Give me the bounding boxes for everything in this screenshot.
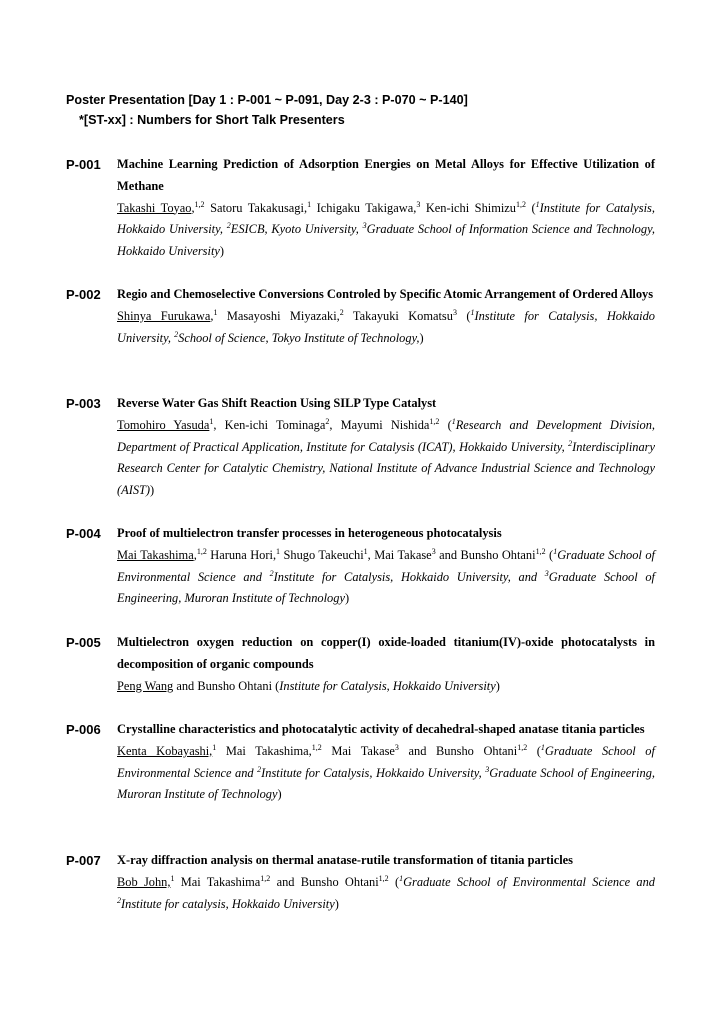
author-name: Mai Takase: [331, 743, 395, 758]
presenter-name: Tomohiro Yasuda: [117, 417, 210, 432]
author-block: Tomohiro Yasuda$^1$, Ken-ichi Tominaga$^2$, Mayumi Nishida$^{1,2}$ ($^1$Research and Development Division, Department of Practical Application, Institute for Catalysis (ICAT), Hokkaido University, $^2$Interdisciplinary Research Center for Catalytic Chemistry, National Institute of Advance Industrial Science and Technology (AIST)): [117, 416, 655, 498]
affiliations: $^1$Graduate School of Environmental Science and $^2$Institute for Catalysis, Hokkaido University, $^3$Graduate School of Engineering, Muroran Institute of Technology: [117, 742, 655, 802]
poster-entry: [66, 523, 666, 610]
author-name: Mayumi Nishida: [340, 417, 430, 432]
poster-id: P-004: [66, 526, 101, 541]
author-name: Haruna Hori: [210, 547, 273, 562]
poster-id: P-002: [66, 287, 101, 302]
short-talk-note: *[ST-xx] : Numbers for Short Talk Presenters: [79, 113, 345, 127]
poster-title: Reverse Water Gas Shift Reaction Using SILP Type Catalyst: [117, 396, 437, 410]
author-name: Mai Takashima,: [225, 743, 312, 758]
author-name: Takayuki Komatsu: [352, 308, 453, 323]
presenter-name: Bob John,: [117, 874, 171, 889]
author-name: Satoru Takakusagi: [210, 200, 304, 215]
poster-entry: [66, 284, 666, 349]
poster-id: P-003: [66, 396, 101, 411]
poster-title: Regio and Chemoselective Conversions Controled by Specific Atomic Arrangement of Ordered Alloys: [117, 287, 654, 301]
poster-title: Proof of multielectron transfer processes in heterogeneous photocatalysis: [117, 526, 502, 540]
affiliations: $^1$Graduate School of Environmental Science and $^2$Institute for catalysis, Hokkaido University: [117, 873, 655, 911]
affiliations: Institute for Catalysis, Hokkaido University: [279, 678, 496, 693]
poster-id: P-001: [66, 157, 101, 172]
poster-id: P-006: [66, 722, 101, 737]
poster-id: P-005: [66, 635, 101, 650]
author-name: Bunsho Ohtani: [436, 743, 518, 758]
affiliations: $^1$Institute for Catalysis, Hokkaido University, $^2$School of Science, Tokyo Institute of Technology,: [117, 307, 656, 345]
author-name: Mai Takashima: [180, 874, 261, 889]
author-name: Bunsho Ohtani: [300, 874, 379, 889]
author-name: Ken-ichi Tominaga: [224, 417, 326, 432]
author-name: Bunsho Ohtani: [460, 547, 536, 562]
author-name: Ken-ichi Shimizu: [425, 200, 516, 215]
author-name: Masayoshi Miyazaki: [226, 308, 337, 323]
poster-schedule-heading: Poster Presentation [Day 1 : P-001 ~ P-091, Day 2-3 : P-070 ~ P-140]: [66, 93, 468, 107]
poster-title: Machine Learning Prediction of Adsorption Energies on Metal Alloys for Effective Utilization of Methane: [117, 157, 655, 193]
author-block: Mai Takashima,$^{1,2}$ Haruna Hori,$^1$ Shugo Takeuchi$^1$, Mai Takase$^3$ and Bunsho Ohtani$^{1,2}$ ($^1$Graduate School of Environmental Science and $^2$Institute for Catalysis, Hokkaido University, and $^3$Graduate School of Engineering, Muroran Institute of Technology): [117, 546, 655, 606]
presenter-name: Takashi Toyao: [117, 200, 192, 215]
author-name: Mai Takase: [374, 547, 432, 562]
author-name: Shugo Takeuchi: [283, 547, 364, 562]
presenter-name: Peng Wang: [117, 678, 174, 693]
poster-entry: [66, 154, 666, 263]
presenter-name: Kenta Kobayashi,: [117, 743, 213, 758]
author-block: Kenta Kobayashi,$^1$ Mai Takashima,$^{1,2}$ Mai Takase$^3$ and Bunsho Ohtani$^{1,2}$ ($^1$Graduate School of Environmental Science and $^2$Institute for Catalysis, Hokkaido University, $^3$Graduate School of Engineering, Muroran Institute of Technology): [117, 742, 655, 802]
presenter-name: Shinya Furukawa: [117, 308, 211, 323]
author-block: Bob John,$^1$ Mai Takashima$^{1,2}$ and Bunsho Ohtani$^{1,2}$ ($^1$Graduate School of Environmental Science and $^2$Institute for catalysis, Hokkaido University): [117, 873, 655, 911]
poster-title: Multielectron oxygen reduction on copper(I) oxide-loaded titanium(IV)-oxide photocatalysts in decomposition of organic compounds: [117, 635, 655, 671]
author-name: Ichigaku Takigawa: [316, 200, 414, 215]
author-block: Peng Wang and Bunsho Ohtani (Institute for Catalysis, Hokkaido University): [117, 678, 500, 693]
affiliations: $^1$Graduate School of Environmental Science and $^2$Institute for Catalysis, Hokkaido University, and $^3$Graduate School of Engineering, Muroran Institute of Technology: [117, 546, 655, 606]
page-header: [66, 90, 666, 130]
poster-entry: [66, 632, 666, 697]
poster-title: Crystalline characteristics and photocatalytic activity of decahedral-shaped anatase titania particles: [117, 722, 645, 736]
author-name: Bunsho Ohtani: [197, 678, 273, 693]
poster-entry: [66, 393, 666, 502]
poster-id: P-007: [66, 853, 101, 868]
poster-title: X-ray diffraction analysis on thermal anatase-rutile transformation of titania particles: [117, 853, 573, 867]
author-block: Shinya Furukawa,$^1$ Masayoshi Miyazaki,$^2$ Takayuki Komatsu$^3$ ($^1$Institute for Catalysis, Hokkaido University, $^2$School of Science, Tokyo Institute of Technology,): [117, 307, 656, 345]
poster-entry: [66, 850, 666, 915]
affiliations: $^1$Institute for Catalysis, Hokkaido University, $^2$ESICB, Kyoto University, $^3$Graduate School of Information Science and Technology, Hokkaido University: [117, 199, 655, 259]
author-block: Takashi Toyao,$^{1,2}$ Satoru Takakusagi,$^1$ Ichigaku Takigawa,$^3$ Ken-ichi Shimizu$^{1,2}$ ($^1$Institute for Catalysis, Hokkaido University, $^2$ESICB, Kyoto University, $^3$Graduate School of Information Science and Technology, Hokkaido University): [117, 199, 655, 259]
poster-entry: [66, 719, 666, 806]
affiliations: $^1$Research and Development Division, Department of Practical Application, Institute for Catalysis (ICAT), Hokkaido University, $^2$Interdisciplinary Research Center for Catalytic Chemistry, National Institute of Advance Industrial Science and Technology (AIST): [117, 416, 655, 498]
presenter-name: Mai Takashima: [117, 547, 194, 562]
